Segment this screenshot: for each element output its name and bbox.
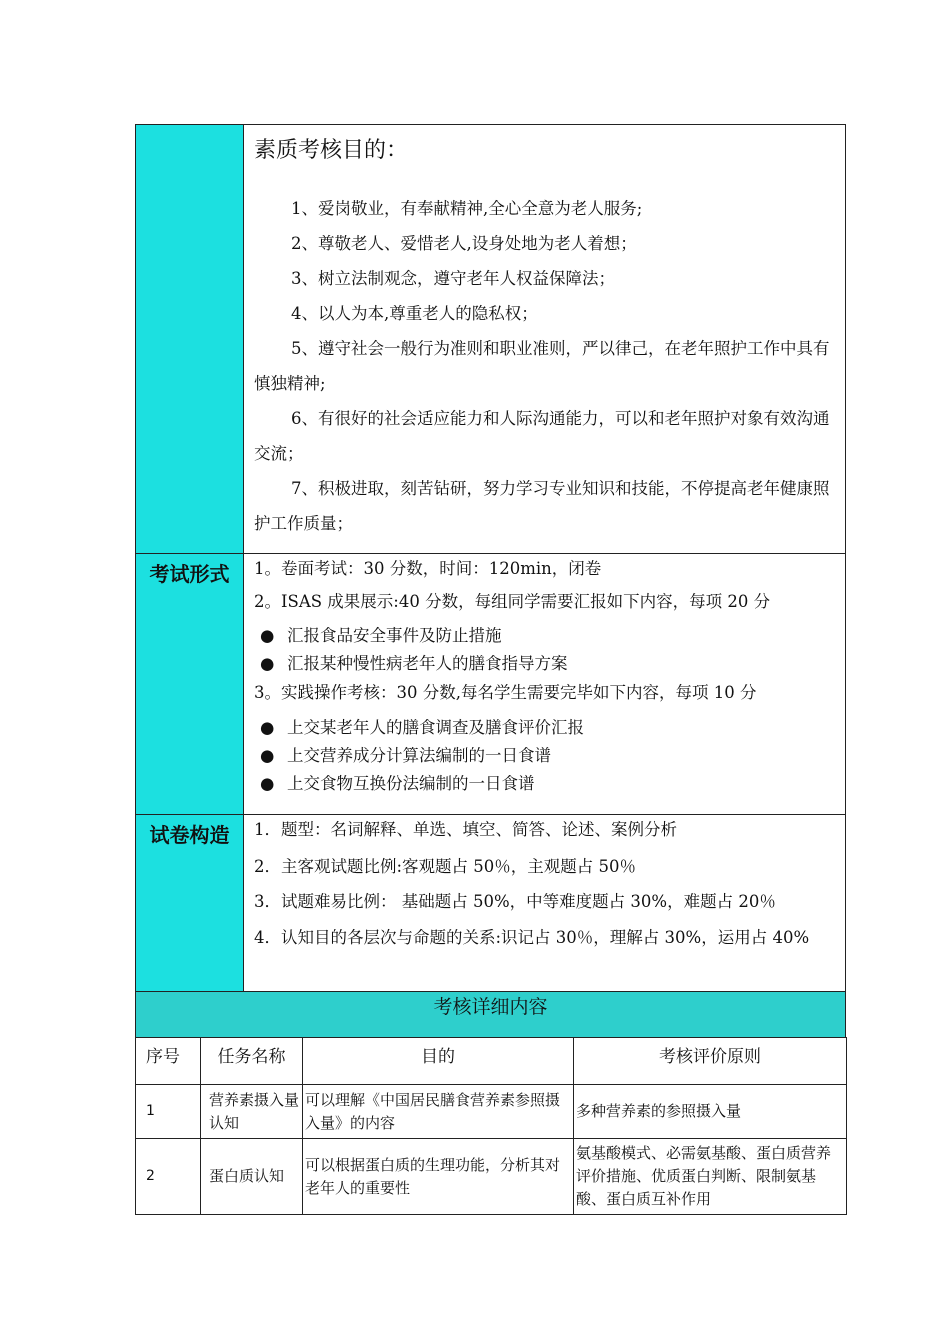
header-purpose: 目的 <box>303 1038 574 1085</box>
paper-label: 试卷构造 <box>149 823 230 847</box>
header-index: 序号 <box>136 1038 201 1085</box>
quality-item-5: 5、遵守社会一般行为准则和职业准则，严以律己，在老年照护工作中具有慎独精神; <box>254 339 830 393</box>
row-task: 蛋白质认知 <box>201 1139 303 1215</box>
bullet-icon: ● <box>260 774 275 793</box>
quality-item-6: 6、有很好的社会适应能力和人际沟通能力，可以和老年照护对象有效沟通交流； <box>254 409 830 463</box>
exam-form-section <box>135 553 846 814</box>
row-purpose: 可以根据蛋白质的生理功能，分析其对老年人的重要性 <box>303 1139 574 1215</box>
bullet-icon: ● <box>260 746 275 765</box>
bullet-icon: ● <box>260 718 275 737</box>
exam-form-line-3: 3。实践操作考核：30 分数,每名学生需要完毕如下内容，每项 10 分 <box>254 683 757 702</box>
quality-item-4: 4、以人为本,尊重老人的隐私权； <box>291 304 538 323</box>
paper-line-1: 1．题型：名词解释、单选、填空、简答、论述、案例分析 <box>254 820 677 839</box>
bullet-item <box>254 770 837 798</box>
bullet-text: 上交某老年人的膳食调查及膳食评价汇报 <box>287 718 584 737</box>
bullet-text: 上交营养成分计算法编制的一日食谱 <box>287 746 551 765</box>
paper-line-4: 4．认知目的各层次与命题的关系:识记占 30％，理解占 30%，运用占 40% <box>254 928 810 947</box>
exam-form-label: 考试形式 <box>149 562 230 586</box>
quality-title: 素质考核目的： <box>254 138 409 163</box>
row-purpose: 可以理解《中国居民膳食营养素参照摄入量》的内容 <box>303 1085 574 1139</box>
row-index: 2 <box>136 1139 201 1215</box>
row-index: 1 <box>136 1085 201 1139</box>
exam-form-line-2: 2。ISAS 成果展示:40 分数，每组同学需要汇报如下内容，每项 20 分 <box>254 592 771 611</box>
table-row <box>136 1085 847 1139</box>
row-criteria: 氨基酸模式、必需氨基酸、蛋白质营养评价措施、优质蛋白判断、限制氨基酸、蛋白质互补作用 <box>574 1139 847 1215</box>
exam-form-line-1: 1。卷面考试：30 分数，时间：120min，闭卷 <box>254 559 602 578</box>
paper-structure-section <box>135 814 846 991</box>
paper-line-2: 2．主客观试题比例:客观题占 50％，主观题占 50％ <box>254 857 637 876</box>
quality-item-3: 3、树立法制观念，遵守老年人权益保障法； <box>291 269 615 288</box>
quality-item-7: 7、积极进取，刻苦钻研，努力学习专业知识和技能，不停提高老年健康照护工作质量； <box>254 479 830 533</box>
bullet-icon: ● <box>260 654 275 673</box>
header-task: 任务名称 <box>201 1038 303 1085</box>
quality-section <box>135 124 846 553</box>
row-criteria: 多种营养素的参照摄入量 <box>574 1085 847 1139</box>
detail-table <box>135 1037 847 1215</box>
quality-label-cell <box>136 125 244 553</box>
row-task: 营养素摄入量认知 <box>201 1085 303 1139</box>
quality-item-1: 1、爱岗敬业，有奉献精神,全心全意为老人服务; <box>291 199 643 218</box>
table-header-row <box>136 1038 847 1085</box>
bullet-item <box>254 742 837 770</box>
header-criteria: 考核评价原则 <box>574 1038 847 1085</box>
bullet-item <box>254 714 837 742</box>
assessment-document <box>135 124 846 1215</box>
bullet-text: 上交食物互换份法编制的一日食谱 <box>287 774 535 793</box>
quality-item-2: 2、尊敬老人、爱惜老人,设身处地为老人着想； <box>291 234 637 253</box>
table-row <box>136 1139 847 1215</box>
bullet-item <box>254 622 837 650</box>
paper-line-3: 3．试题难易比例： 基础题占 50%，中等难度题占 30%，难题占 20％ <box>254 892 776 911</box>
bullet-text: 汇报食品安全事件及防止措施 <box>287 626 502 645</box>
bullet-item <box>254 650 837 678</box>
bullet-text: 汇报某种慢性病老年人的膳食指导方案 <box>287 654 568 673</box>
paper-label-cell <box>136 815 244 991</box>
bullet-icon: ● <box>260 626 275 645</box>
detail-banner: 考核详细内容 <box>135 991 846 1037</box>
exam-form-label-cell <box>136 554 244 814</box>
